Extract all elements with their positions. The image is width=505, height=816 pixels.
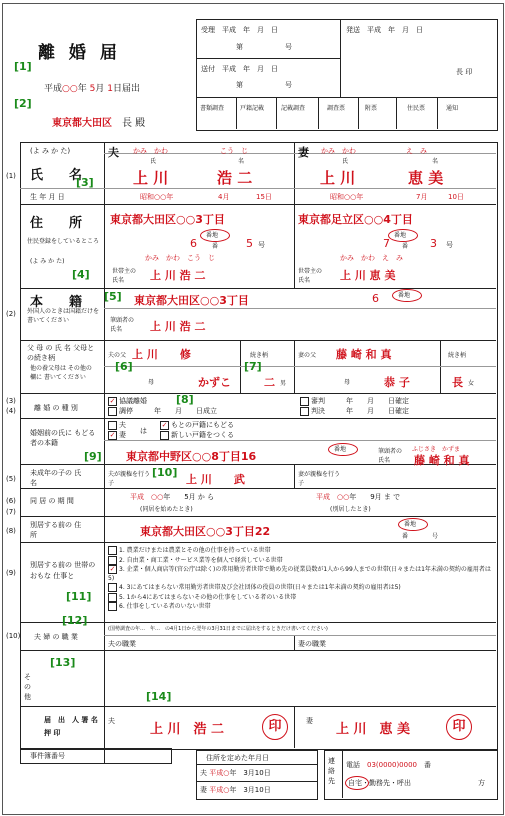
- form-title: 離 婚 届: [38, 43, 121, 63]
- marker-1: [1]: [14, 60, 32, 73]
- receipt-line: 受理 平成 年 月 日: [201, 26, 278, 34]
- office-col-6: 住民票: [407, 105, 426, 112]
- husband-given: 浩 二: [217, 169, 253, 187]
- husband-seal: 印: [262, 714, 288, 740]
- office-box: [196, 19, 498, 131]
- wife-given: 恵 美: [408, 169, 444, 187]
- office-col-5: 附票: [365, 105, 378, 112]
- office-col-2: 戸籍記載: [240, 105, 265, 112]
- husband-signature: 上 川 浩 二: [150, 722, 225, 737]
- divorce-type-options: ✓ 協議離婚 調停 年 月 日成立: [109, 396, 217, 415]
- receipt-no: 第 号: [236, 43, 292, 51]
- office-col-7: 通知: [446, 105, 459, 112]
- dispatch-line: 発送 平成 年 月 日: [346, 26, 423, 34]
- office-col-1: 書類調査: [200, 105, 225, 112]
- occupation-list: 1. 農業だけまたは農業とその他の仕事を持っている世帯 2. 自由業・商工業・サービス業等を個人で経営している世帯 ✓ 3. 企業・個人商店等(官公庁は除く)の常用勤労者世帯で勤め先の従業員数が1人から99人までの世帯(日々または1年未満の契約の雇用者は5) 4. 3にあてはまらない常用勤労者世帯及び会社団体の役員の世帯(日々または1年未満の契約の雇用者は5) 5. 1から4にあてはまらないその他の仕事をしている者のいる世帯 6. 仕事をしている者のいない世帯: [108, 547, 491, 610]
- wife-surname: 上 川: [320, 169, 356, 187]
- contact-box: [324, 750, 498, 800]
- office-col-4: 調査票: [327, 105, 346, 112]
- office-col-3: 記載調査: [281, 105, 306, 112]
- recipient: 東京都大田区 長 殿: [52, 118, 146, 129]
- sent-no: 第 号: [236, 81, 292, 89]
- chief-seal-label: 長 印: [456, 68, 473, 76]
- filing-date: 平成○○年 5月 1日届出: [44, 84, 140, 94]
- marker-2: [2]: [14, 97, 32, 110]
- wife-seal: 印: [446, 714, 472, 740]
- sent-line: 送付 平成 年 月 日: [201, 65, 278, 73]
- husband-surname: 上 川: [133, 169, 169, 187]
- wife-signature: 上 川 恵 美: [336, 722, 411, 737]
